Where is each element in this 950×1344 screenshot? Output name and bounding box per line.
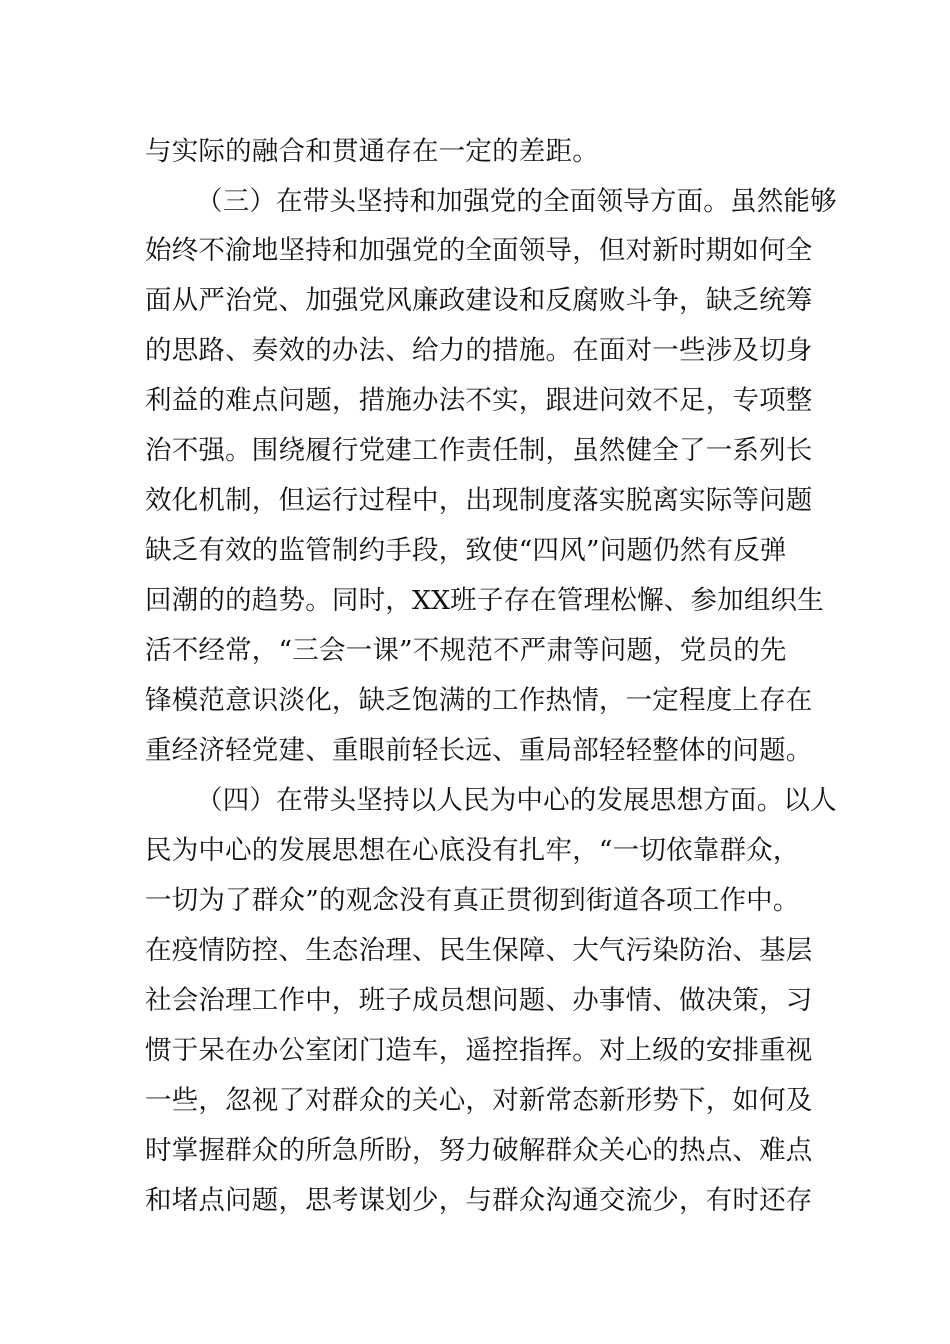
- text-line: 利益的难点问题，措施办法不实，跟进问效不足，专项整: [145, 385, 813, 416]
- text-line: 治不强。围绕履行党建工作责任制，虽然健全了一系列长: [145, 435, 813, 466]
- text-line: 惯于呆在办公室闭门造车，遥控指挥。对上级的安排重视: [145, 1035, 813, 1066]
- text-line: 回潮的的趋势。同时，XX班子存在管理松懈、参加组织生: [145, 585, 824, 616]
- text-line: 与实际的融合和贯通存在一定的差距。: [145, 136, 599, 167]
- text-line: 民为中心的发展思想在心底没有扎牢，“一切依靠群众，: [145, 835, 800, 866]
- text-line: 一些，忽视了对群众的关心，对新常态新形势下，如何及: [145, 1085, 813, 1116]
- text-line: 的思路、奏效的办法、给力的措施。在面对一些涉及切身: [145, 335, 813, 366]
- text-line: 时掌握群众的所急所盼，努力破解群众关心的热点、难点: [145, 1135, 813, 1166]
- text-line: 活不经常，“三会一课”不规范不严肃等问题，党员的先: [145, 635, 787, 666]
- text-line: 一切为了群众”的观念没有真正贯彻到街道各项工作中。: [145, 885, 800, 916]
- text-line: 效化机制，但运行过程中，出现制度落实脱离实际等问题: [145, 485, 813, 516]
- section-heading-line: （四）在带头坚持以人民为中心的发展思想方面。以人: [196, 785, 837, 816]
- text-line: 在疫情防控、生态治理、民生保障、大气污染防治、基层: [145, 935, 813, 966]
- section-heading-line: （三）在带头坚持和加强党的全面领导方面。虽然能够: [196, 186, 837, 217]
- text-line: 面从严治党、加强党风廉政建设和反腐败斗争，缺乏统筹: [145, 285, 813, 316]
- text-line: 和堵点问题，思考谋划少，与群众沟通交流少，有时还存: [145, 1185, 813, 1216]
- text-line: 社会治理工作中，班子成员想问题、办事情、做决策，习: [145, 985, 813, 1016]
- text-line: 始终不渝地坚持和加强党的全面领导，但对新时期如何全: [145, 235, 813, 266]
- text-line: 缺乏有效的监管制约手段，致使“四风”问题仍然有反弹: [145, 535, 787, 566]
- text-line: 重经济轻党建、重眼前轻长远、重局部轻轻整体的问题。: [145, 735, 813, 766]
- text-line: 锋模范意识淡化，缺乏饱满的工作热情，一定程度上存在: [145, 685, 813, 716]
